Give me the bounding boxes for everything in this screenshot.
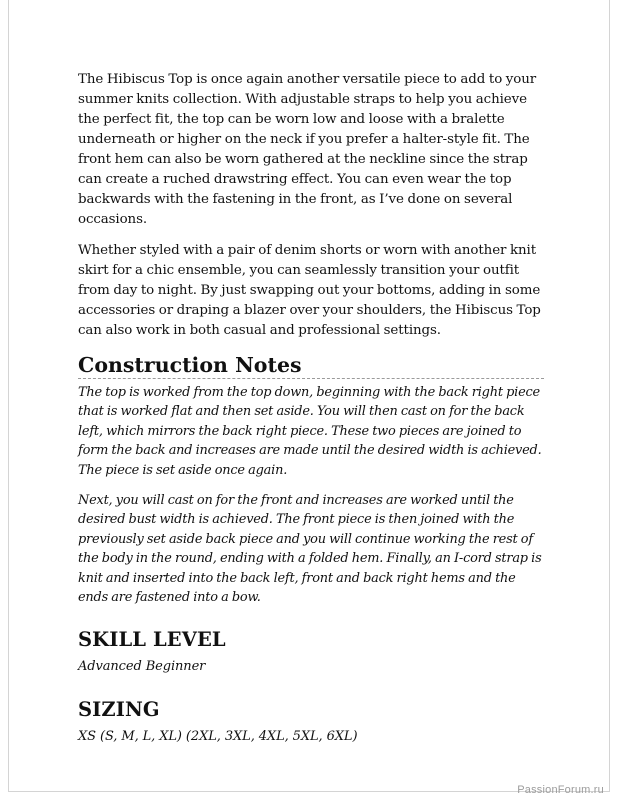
- page-content: [78, 70, 548, 747]
- construction-notes-heading: Construction Notes: [78, 353, 302, 377]
- skill-level-heading: SKILL LEVEL: [78, 628, 226, 652]
- intro-paragraph-1: The Hibiscus Top is once again another versatile piece to add to your summer knits collection. With adjustable straps to help you achieve the perfect fit, the top can be worn low and loose with a bralette underneath or higher on the neck if you prefer a halter-style fit. The front hem can also be worn gathered at the neckline since the strap can create a ruched drawstring effect. You can even wear the top backwards with the fastening in the front, as I’ve done on several occasions.: [78, 72, 537, 227]
- intro-paragraph-2: Whether styled with a pair of denim shorts or worn with another knit skirt for a chic ensemble, you can seamlessly transition your outfit from day to night. By just swapping out your bottoms, adding in some accessories or draping a blazer over your shoulders, the Hibiscus Top can also work in both casual and professional settings.: [78, 243, 541, 338]
- sizing-value: XS (S, M, L, XL) (2XL, 3XL, 4XL, 5XL, 6XL): [78, 729, 358, 745]
- heading-divider: [78, 378, 544, 379]
- construction-paragraph-1: The top is worked from the top down, beginning with the back right piece that is worked flat and then set aside. You will then cast on for the back left, which mirrors the back right piece. These two pieces are joined to form the back and increases are made until the desired width is achieved. The piece is set aside once again.: [78, 385, 542, 478]
- skill-level-value: Advanced Beginner: [78, 659, 206, 675]
- construction-paragraph-2: Next, you will cast on for the front and increases are worked until the desired bust width is achieved. The front piece is then joined with the previously set aside back piece and you will continue working the rest of the body in the round, ending with a folded hem. Finally, an I-cord strap is knit and inserted into the back left, front and back right hems and the ends are fastened into a bow.: [78, 493, 542, 606]
- watermark: PassionForum.ru: [517, 784, 604, 796]
- sizing-heading: SIZING: [78, 698, 160, 722]
